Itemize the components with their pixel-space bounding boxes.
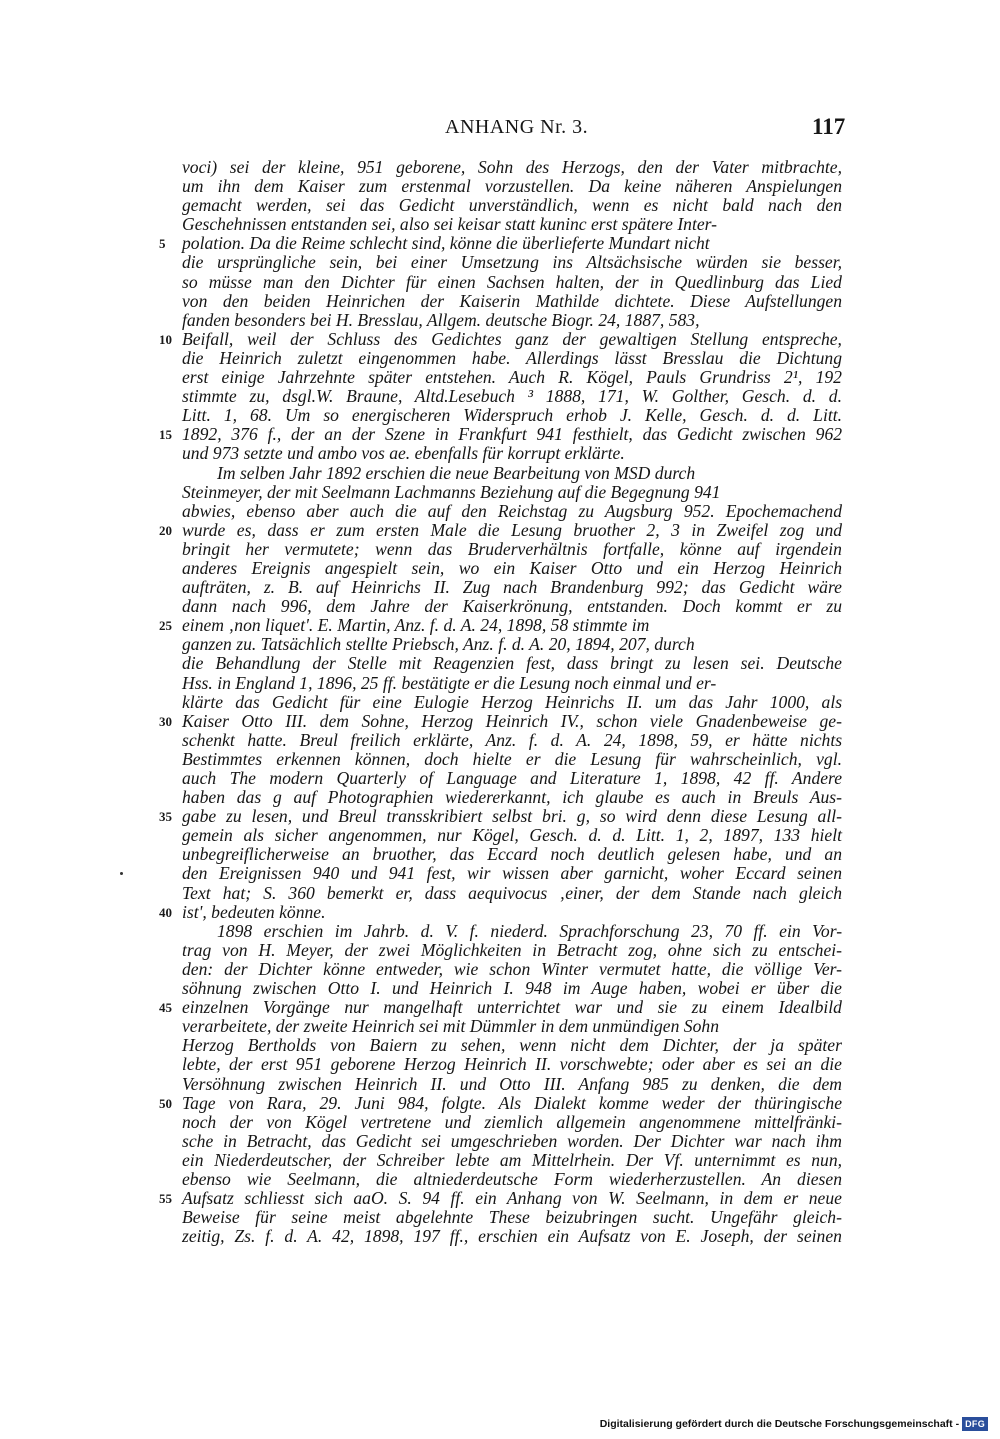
line-text: den Ereignissen 940 und 941 fest, wir wissen aber garnicht, woher Eccard seinen: [182, 863, 843, 884]
line-text: söhnung zwischen Otto I. und Heinrich I. 948 im Auge haben, wobei er über die: [182, 978, 842, 999]
text-line: [0, 1075, 1000, 1094]
text-line: [0, 635, 1000, 654]
text-line: [0, 483, 1000, 502]
text-line: [0, 1113, 1000, 1132]
line-text: so müsse man den Dichter für einen Sachsen halten, der in Quedlinburg das Lied: [182, 271, 842, 292]
text-line: [0, 903, 1000, 922]
text-line: [0, 425, 1000, 444]
line-text: verarbeitete, der zweite Heinrich sei mit Dümmler in dem unmündigen Sohn: [182, 1016, 719, 1037]
text-line: [0, 464, 1000, 483]
text-line: [0, 941, 1000, 960]
text-line: [0, 731, 1000, 750]
line-text: lebte, der erst 951 geborene Herzog Heinrich II. vorschwebte; oder aber es sei an die: [182, 1054, 842, 1075]
running-title: ANHANG Nr. 3.: [445, 116, 589, 138]
line-text: ist', bedeuten könne.: [182, 901, 326, 922]
text-line: [0, 253, 1000, 272]
line-text: gemein als sicher angenommen, nur Kögel, Gesch. d. d. Litt. 1, 2, 1897, 133 hielt: [182, 825, 843, 846]
text-line: [0, 693, 1000, 712]
text-line: [0, 1094, 1000, 1113]
text-line: [0, 292, 1000, 311]
line-number: 25: [159, 618, 172, 634]
text-line: [0, 922, 1000, 941]
line-number: 10: [159, 331, 172, 347]
text-line: [0, 1170, 1000, 1189]
line-text: ebenso wie Seelmann, die altniederdeutsche Form wiederherzustellen. An diesen: [182, 1168, 843, 1189]
text-line: [0, 502, 1000, 521]
line-text: sche in Betracht, das Gedicht sei umgeschrieben worden. Der Dichter war nach ihm: [182, 1130, 843, 1151]
line-text: die ursprüngliche sein, bei einer Umsetzung ins Altsächsische würden sie besser,: [182, 252, 843, 273]
line-text: Aufsatz schliesst sich aaO. S. 94 ff. ein Anhang von W. Seelmann, in dem er neue: [182, 1188, 842, 1209]
text-line: [0, 1055, 1000, 1074]
line-text: Bestimmtes erkennen können, doch hielte er die Lesung für wahrscheinlich, vgl.: [182, 748, 842, 769]
line-number: 20: [159, 522, 172, 538]
line-text: anderes Ereignis angespielt sein, wo ein Kaiser Otto und ein Herzog Heinrich: [182, 557, 843, 578]
line-text: gabe zu lesen, und Breul transskribiert selbst bri. g, so wird denn diese Lesung all-: [182, 806, 842, 827]
text-line: [0, 712, 1000, 731]
text-line: [0, 177, 1000, 196]
text-line: [0, 826, 1000, 845]
text-line: [0, 674, 1000, 693]
line-number: 40: [159, 904, 172, 920]
text-line: [0, 311, 1000, 330]
line-text: Im selben Jahr 1892 erschien die neue Bearbeitung von MSD durch: [217, 462, 696, 483]
line-text: Hss. in England 1, 1896, 25 ff. bestätigte er die Lesung noch einmal und er-: [182, 672, 717, 693]
line-text: den: der Dichter könne entweder, wie schon Winter vermutet hatte, die völlige Ver-: [182, 958, 843, 979]
line-text: haben das g auf Photographien wiedererkannt, ich glaube es auch in Breuls Aus-: [182, 787, 842, 808]
line-number: 45: [159, 1000, 172, 1016]
line-text: die Heinrich zuletzt eingenommen habe. Allerdings lässt Bresslau die Dichtung: [182, 347, 842, 368]
line-text: Text hat; S. 360 bemerkt er, dass aequivocus ‚einer, der dem Stande nach gleich: [182, 882, 842, 903]
text-line: [0, 559, 1000, 578]
line-text: Kaiser Otto III. dem Sohne, Herzog Heinrich IV., schon viele Gnadenbeweise ge-: [182, 710, 842, 731]
line-text: bringit her vermutete; wenn das Bruderverhältnis fortfalle, könne auf irgendein: [182, 538, 842, 559]
line-text: Geschehnissen entstanden sei, also sei keisar statt kuninc erst spätere Inter-: [182, 214, 718, 235]
text-line: [0, 521, 1000, 540]
text-line: [0, 330, 1000, 349]
line-number: 15: [159, 427, 172, 443]
line-text: trag von H. Meyer, der zwei Möglichkeiten in Betracht zog, ohne sich zu entschei-: [182, 939, 843, 960]
line-text: ganzen zu. Tatsächlich stellte Priebsch, Anz. f. d. A. 20, 1894, 207, durch: [182, 634, 695, 655]
page-header: [0, 116, 1000, 146]
line-text: um ihn dem Kaiser zum erstenmal vorzustellen. Da keine näheren Anspielungen: [182, 176, 843, 197]
dfg-logo-icon: DFG: [962, 1417, 988, 1431]
text-line: [0, 979, 1000, 998]
line-text: klärte das Gedicht für eine Eulogie Herzog Heinrichs II. um das Jahr 1000, als: [182, 691, 843, 712]
line-text: wurde es, dass er zum ersten Male die Lesung bruother 2, 3 in Zweifel zog und: [182, 519, 843, 540]
line-text: Herzog Bertholds von Baiern zu sehen, wenn nicht dem Dichter, der ja später: [182, 1035, 842, 1056]
line-text: Litt. 1, 68. Um so energischeren Widerspruch erhob J. Kelle, Gesch. d. d. Litt.: [182, 405, 843, 426]
line-text: Beweise für seine meist abgelehnte These beizubringen sucht. Ungefähr gleich-: [182, 1207, 842, 1228]
text-line: [0, 1151, 1000, 1170]
page-number: 117: [812, 114, 846, 139]
text-line: [0, 769, 1000, 788]
footer-credit: Digitalisierung gefördert durch die Deutsche Forschungsgemeinschaft -: [599, 1418, 960, 1430]
text-line: [0, 1036, 1000, 1055]
body-text: [0, 158, 1000, 1246]
text-line: [0, 750, 1000, 769]
text-line: [0, 1132, 1000, 1151]
text-line: [0, 196, 1000, 215]
text-line: [0, 1017, 1000, 1036]
text-line: [0, 1227, 1000, 1246]
line-text: einem ‚non liquet'. E. Martin, Anz. f. d. A. 24, 1898, 58 stimmte im: [182, 615, 650, 636]
line-text: Beifall, weil der Schluss des Gedichtes ganz der gewaltigen Stellung entspreche,: [182, 328, 842, 349]
line-text: stimmte zu, dsgl.W. Braune, Altd.Lesebuch ³ 1888, 171, W. Golther, Gesch. d. d.: [182, 386, 842, 407]
text-line: [0, 864, 1000, 883]
line-number: 35: [159, 809, 172, 825]
margin-dot: [120, 872, 123, 875]
footer: [600, 1415, 988, 1433]
line-text: dann nach 996, dem Jahre der Kaiserkrönung, entstanden. Doch kommt er zu: [182, 596, 843, 617]
line-text: ein Niederdeutscher, der Schreiber lebte am Mittelrhein. Der Vf. unternimmt es nun,: [182, 1149, 843, 1170]
text-line: [0, 616, 1000, 635]
text-line: [0, 998, 1000, 1017]
text-line: [0, 387, 1000, 406]
line-text: unbegreiflicherweise an bruother, das Eccard noch deutlich gelesen habe, und an: [182, 844, 843, 865]
text-line: [0, 1189, 1000, 1208]
text-line: [0, 788, 1000, 807]
text-line: [0, 368, 1000, 387]
line-text: von den beiden Heinrichen der Kaiserin Mathilde dichtete. Diese Aufstellungen: [182, 290, 843, 311]
text-line: [0, 540, 1000, 559]
line-text: gemacht werden, sei das Gedicht unverständlich, wenn es nicht bald nach den: [182, 195, 843, 216]
line-text: die Behandlung der Stelle mit Reagenzien fest, dass bringt zu lesen sei. Deutsche: [182, 653, 842, 674]
line-text: abwies, ebenso aber auch die auf den Reichstag zu Augsburg 952. Epochemachend: [182, 500, 843, 521]
text-line: [0, 845, 1000, 864]
line-text: Tage von Rara, 29. Juni 984, folgte. Als Dialekt komme weder der thüringische: [182, 1092, 843, 1113]
text-line: [0, 234, 1000, 253]
line-text: und 973 setzte und ambo vos ae. ebenfalls für korrupt erklärte.: [182, 443, 625, 464]
text-line: [0, 960, 1000, 979]
line-text: einzelnen Vorgänge nur mangelhaft unterrichtet war und sie zu einem Idealbild: [182, 997, 842, 1018]
text-line: [0, 807, 1000, 826]
text-line: [0, 884, 1000, 903]
text-line: [0, 273, 1000, 292]
line-text: 1892, 376 f., der an der Szene in Frankfurt 941 festhielt, das Gedicht zwischen 962: [182, 424, 843, 445]
text-line: [0, 444, 1000, 463]
text-line: [0, 158, 1000, 177]
text-line: [0, 215, 1000, 234]
text-line: [0, 349, 1000, 368]
line-text: voci) sei der kleine, 951 geborene, Sohn des Herzogs, den der Vater mitbrachte,: [182, 157, 842, 177]
text-line: [0, 654, 1000, 673]
text-line: [0, 406, 1000, 425]
line-text: erst einige Jahrzehnte später entstehen. Auch R. Kögel, Pauls Grundriss 2¹, 192: [182, 367, 842, 388]
text-line: [0, 597, 1000, 616]
line-text: polation. Da die Reime schlecht sind, könne die überlieferte Mundart nicht: [182, 233, 710, 254]
line-text: 1898 erschien im Jahrb. d. V. f. niederd. Sprachforschung 23, 70 ff. ein Vor-: [217, 920, 843, 941]
line-text: schenkt hatte. Breul freilich erklärte, Anz. f. d. A. 24, 1898, 59, er hätte nichts: [182, 729, 843, 750]
line-text: fanden besonders bei H. Bresslau, Allgem. deutsche Biogr. 24, 1887, 583,: [182, 309, 700, 330]
line-number: 55: [159, 1191, 172, 1207]
line-text: noch der von Kögel vertretene und ziemlich allgemein angenommene mittelfränki-: [182, 1111, 843, 1132]
line-text: aufträten, z. B. auf Heinrichs II. Zug nach Brandenburg 992; das Gedicht wäre: [182, 577, 842, 598]
line-text: Steinmeyer, der mit Seelmann Lachmanns Beziehung auf die Begegnung 941: [182, 481, 721, 502]
line-number: 30: [159, 713, 172, 729]
line-text: auch The modern Quarterly of Language and Literature 1, 1898, 42 ff. Andere: [182, 768, 843, 788]
text-line: [0, 1208, 1000, 1227]
line-text: zeitig, Zs. f. d. A. 42, 1898, 197 ff., erschien ein Aufsatz von E. Joseph, der seinen: [182, 1226, 842, 1247]
line-text: Versöhnung zwischen Heinrich II. und Otto III. Anfang 985 zu denken, die dem: [182, 1073, 843, 1094]
line-number: 50: [159, 1095, 172, 1111]
line-number: 5: [159, 236, 166, 252]
text-line: [0, 578, 1000, 597]
